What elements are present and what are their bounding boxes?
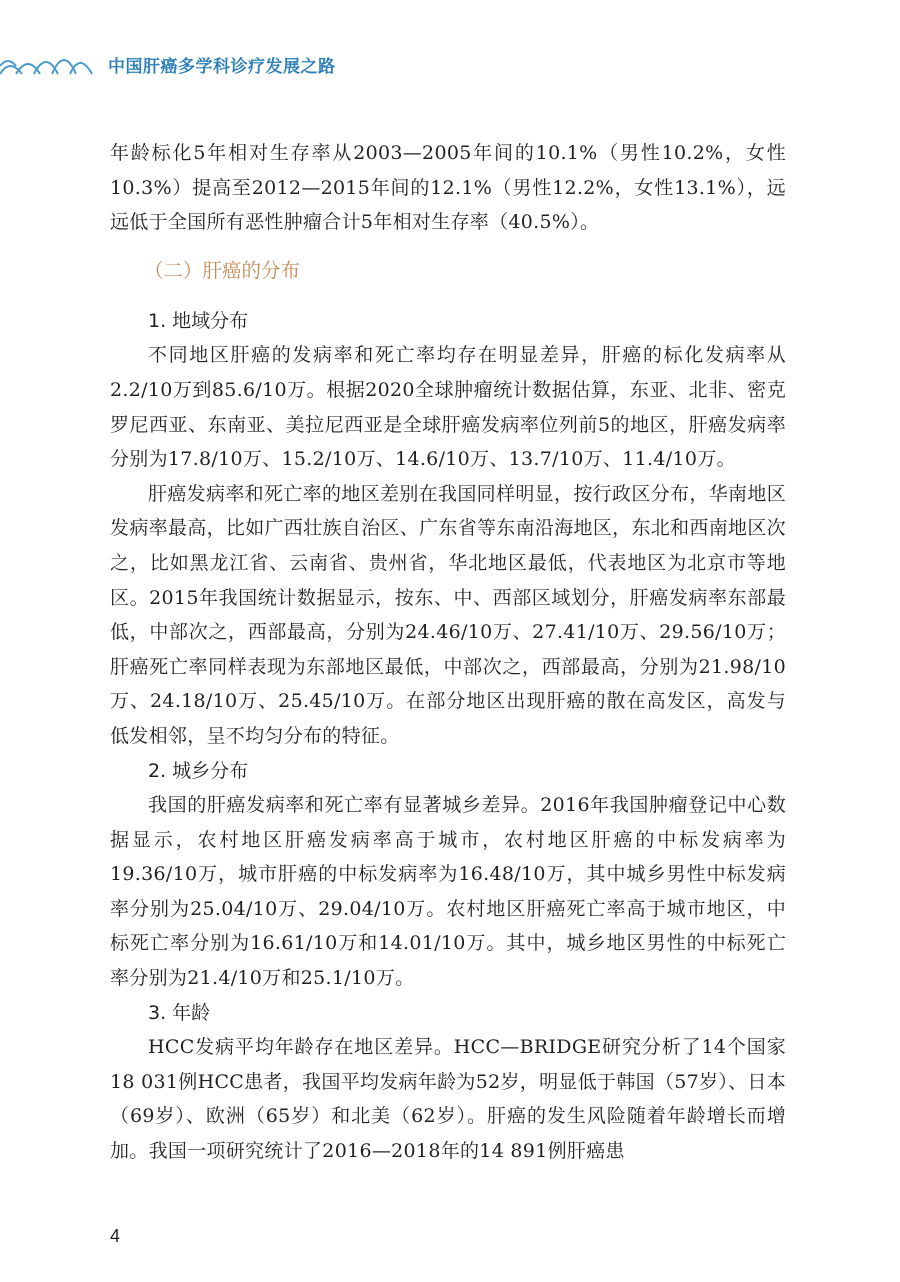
paragraph: 我国的肝癌发病率和死亡率有显著城乡差异。2016年我国肿瘤登记中心数据显示，农村地区肝癌发病率高于城市，农村地区肝癌的中标发病率为19.36/10万，城市肝癌的中标发病率为16.48/10万，其中城乡男性中标发病率分别为25.04/10万、29.04/10万。农村地区肝癌死亡率高于城市地区，中标死亡率分别为16.61/10万和14.01/10万。其中，城乡地区男性的中标死亡率分别为21.4/10万和25.1/10万。: [110, 794, 786, 990]
subsection-heading-region: 1. 地域分布: [148, 309, 249, 332]
running-header: [0, 44, 900, 80]
paragraph: HCC发病平均年龄存在地区差异。HCC—BRIDGE研究分析了14个国家18 031例HCC患者，我国平均发病年龄为52岁，明显低于韩国（57岁）、日本（69岁）、欧洲（65岁）和北美（62岁）。肝癌的发生风险随着年龄增长而增加。我国一项研究统计了2016—2018年的14 891例肝癌患: [110, 1036, 786, 1163]
subsection-heading-urban-rural: 2. 城乡分布: [148, 759, 249, 782]
wave-decoration-icon: [0, 44, 100, 78]
section-heading: （二）肝癌的分布: [144, 258, 301, 282]
intro-paragraph: 年龄标化5年相对生存率从2003—2005年间的10.1%（男性10.2%，女性10.3%）提高至2012—2015年间的12.1%（男性12.2%，女性13.1%），远远低于全国所有恶性肿瘤合计5年相对生存率（40.5%）。: [110, 142, 786, 234]
paragraph: 不同地区肝癌的发病率和死亡率均存在明显差异，肝癌的标化发病率从2.2/10万到85.6/10万。根据2020全球肿瘤统计数据估算，东亚、北非、密克罗尼西亚、东南亚、美拉尼西亚是全球肝癌发病率位列前5的地区，肝癌发病率分别为17.8/10万、15.2/10万、14.6/10万、13.7/10万、11.4/10万。: [110, 344, 786, 471]
page-body: [110, 136, 786, 1169]
page-number: 4: [110, 1226, 121, 1246]
paragraph: 肝癌发病率和死亡率的地区差别在我国同样明显，按行政区分布，华南地区发病率最高，比如广西壮族自治区、广东省等东南沿海地区，东北和西南地区次之，比如黑龙江省、云南省、贵州省，华北地区最低，代表地区为北京市等地区。2015年我国统计数据显示，按东、中、西部区域划分，肝癌发病率东部最低，中部次之，西部最高，分别为24.46/10万、27.41/10万、29.56/10万；肝癌死亡率同样表现为东部地区最低，中部次之，西部最高，分别为21.98/10万、24.18/10万、25.45/10万。在部分地区出现肝癌的散在高发区，高发与低发相邻，呈不均匀分布的特征。: [110, 482, 786, 747]
subsection-heading-age: 3. 年龄: [148, 1001, 211, 1024]
book-title: 中国肝癌多学科诊疗发展之路: [108, 57, 336, 77]
